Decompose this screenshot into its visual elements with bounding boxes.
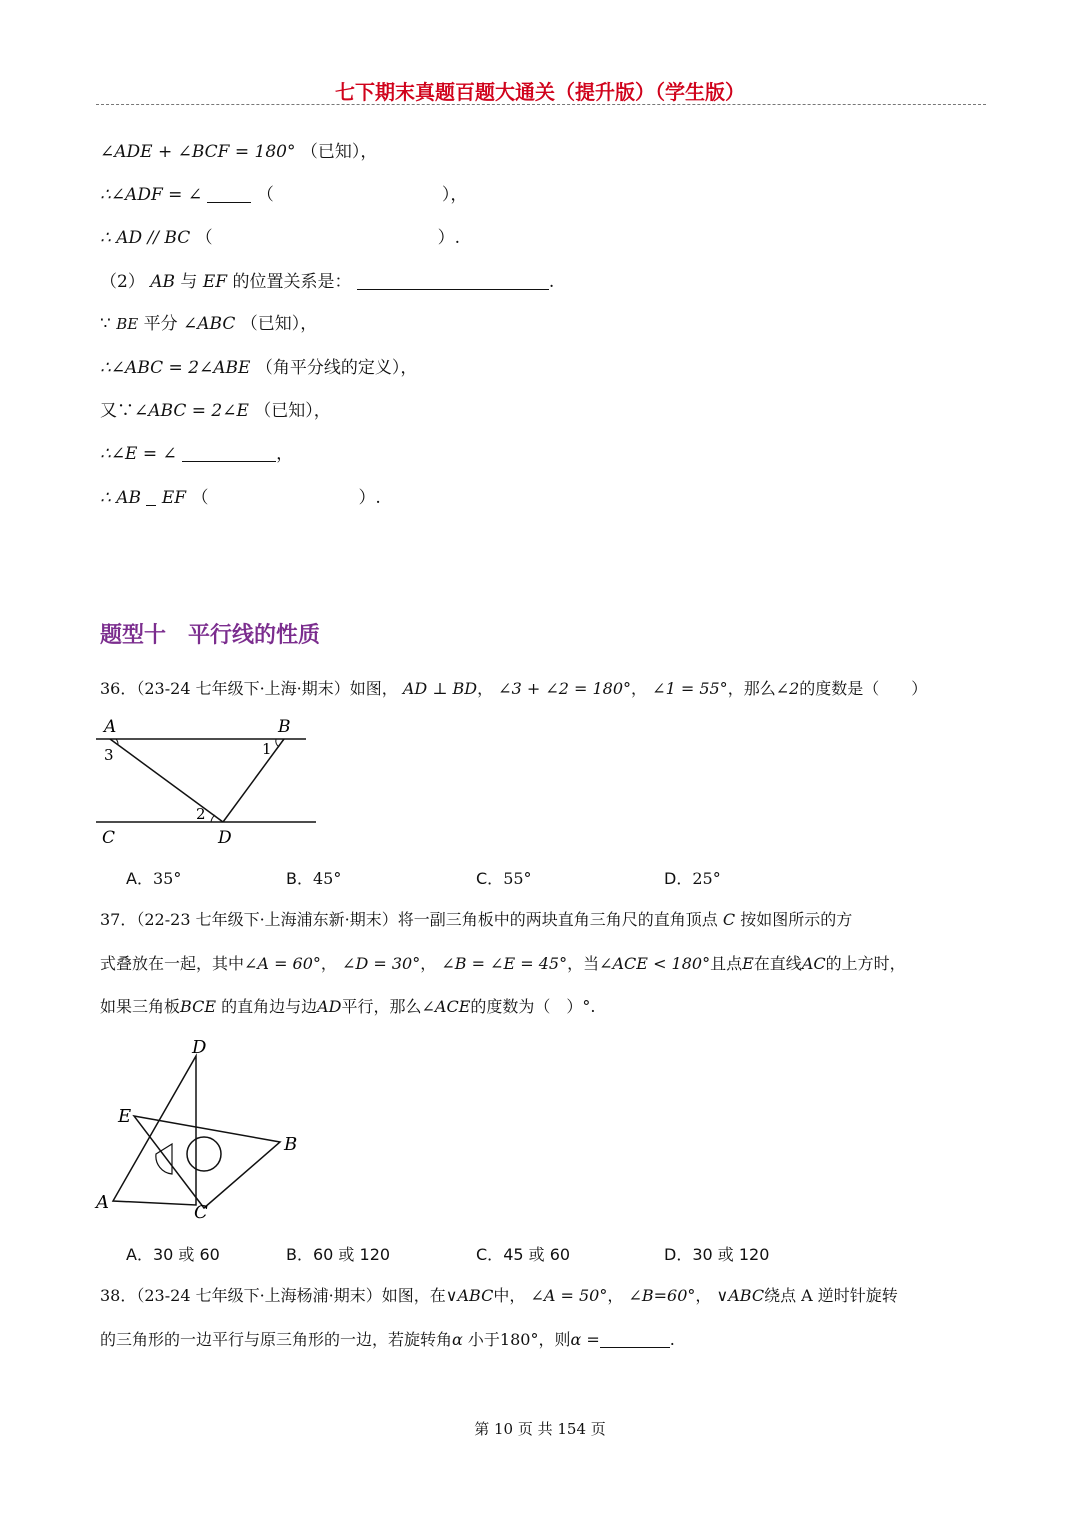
paren-close: ）.	[437, 228, 461, 248]
q37-option-d[interactable]: D．30 或 120	[664, 1245, 770, 1264]
answer-blank[interactable]	[146, 487, 156, 506]
label-e: E	[118, 1106, 132, 1127]
segment-bd	[223, 739, 284, 822]
triangle-hole-circle	[187, 1137, 221, 1171]
math: ∠ABC = 2∠E	[134, 401, 249, 421]
q37-figure	[94, 1032, 314, 1228]
text: 的度数是（ ）	[799, 679, 928, 698]
math: ∴∠ADF = ∠	[100, 185, 203, 205]
math: BE	[116, 315, 139, 333]
math: BCE	[180, 997, 216, 1016]
text: ，	[276, 444, 294, 464]
label-c: C	[194, 1202, 208, 1223]
math: ∠ABC	[183, 314, 236, 334]
label-a: A	[96, 1192, 109, 1213]
proof-line-1	[100, 140, 377, 164]
q37-option-a[interactable]: A．30 或 60	[126, 1245, 220, 1264]
q36-option-d[interactable]: D．25°	[664, 869, 721, 888]
text: ，那么	[727, 679, 776, 698]
question-source: （23-24 七年级下·上海·期末）	[136, 679, 350, 698]
label-d: D	[192, 1037, 207, 1058]
note: （已知），	[300, 142, 378, 162]
part-label: （2）	[100, 272, 145, 292]
q36-option-a[interactable]: A．35°	[126, 869, 182, 888]
math: ∠ACE	[421, 997, 471, 1016]
math: ∴ AB	[100, 488, 141, 508]
q37-stem-line-3: 如果三角板BCE 的直角边与边AD平行，那么∠ACE的度数为（ ）°.	[100, 997, 596, 1016]
q37-stem-line-2: 式叠放在一起，其中∠A = 60°， ∠D = 30°， ∠B = ∠E = 45°，当∠ACE < 180°且点E在直线AC的上方时，	[100, 954, 906, 973]
question-number: 38．	[100, 1286, 137, 1305]
math: ∠D = 30°	[342, 954, 421, 973]
question-source: （23-24 七年级下·上海杨浦·期末）	[136, 1286, 382, 1305]
math: ∠B = ∠E = 45°	[441, 954, 568, 973]
paren-open: （	[256, 185, 274, 205]
proof-line-2	[100, 183, 467, 207]
q36-option-b[interactable]: B．45°	[286, 869, 342, 888]
q37-option-c[interactable]: C．45 或 60	[476, 1245, 571, 1264]
note: （已知），	[240, 314, 318, 334]
text: 式叠放在一起，其中	[100, 954, 245, 973]
text: 又∵	[100, 401, 134, 421]
paren-close: ）.	[358, 488, 381, 508]
text: 如图，	[349, 679, 398, 698]
angle-2-arc	[211, 815, 215, 822]
math: EF	[161, 488, 187, 508]
math: ∴ AD // BC	[100, 228, 191, 248]
proof-line-3	[100, 226, 460, 250]
section-title: 题型十 平行线的性质	[100, 623, 321, 648]
math: AC	[801, 954, 826, 973]
label-3: 3	[104, 746, 114, 764]
text: .	[548, 272, 555, 292]
header-divider	[96, 104, 986, 105]
math: ∨ABC	[445, 1286, 494, 1305]
note: （已知），	[254, 401, 331, 421]
part2-question	[100, 270, 554, 294]
paren-close: ），	[441, 185, 468, 205]
text: 的位置关系是：	[232, 272, 352, 292]
note: （角平分线的定义），	[255, 358, 418, 378]
math: ∠A = 60°	[244, 954, 321, 973]
math: ∠ADE + ∠BCF = 180°	[100, 142, 296, 162]
label-2: 2	[196, 805, 206, 823]
math: E	[742, 954, 754, 973]
text: 将一副三角板中的两块直角三角尺的直角顶点	[397, 910, 718, 929]
label-d: D	[218, 828, 232, 848]
math: C	[722, 910, 736, 929]
math: ∴∠E = ∠	[100, 444, 177, 464]
q36-option-c[interactable]: C．55°	[476, 869, 532, 888]
paren-open: （	[195, 228, 213, 248]
paren-open: （	[191, 488, 209, 508]
text: 按如图所示的方	[740, 910, 853, 929]
question-source: （22-23 七年级下·上海浦东新·期末）	[136, 910, 398, 929]
q37-option-b[interactable]: B．60 或 120	[286, 1245, 391, 1264]
math: α	[452, 1330, 463, 1349]
q36-figure	[96, 712, 326, 852]
question-number: 36．	[100, 679, 137, 698]
math-ab: AB	[150, 272, 176, 292]
math: ∠A = 50°	[530, 1286, 608, 1305]
text: ，	[477, 679, 494, 698]
math: ∠1 = 55°	[652, 679, 728, 698]
label-b: B	[278, 717, 291, 737]
part2-line-4	[100, 442, 293, 466]
math: ∠2	[775, 679, 800, 698]
label-c: C	[102, 828, 116, 848]
header-title: 七下期末真题百题大通关（提升版）（学生版）	[335, 80, 745, 104]
q38-stem-line-2: 的三角形的一边平行与原三角形的一边，若旋转角α 小于180°，则α = .	[100, 1330, 675, 1349]
answer-blank[interactable]	[182, 443, 276, 462]
math-ef: EF	[202, 272, 228, 292]
label-a: A	[104, 717, 117, 737]
text: 与	[180, 272, 198, 292]
answer-blank[interactable]	[357, 271, 549, 290]
math: ∨ABC	[716, 1286, 765, 1305]
text: 平分	[143, 314, 178, 334]
math: ∴∠ABC = 2∠ABE	[100, 358, 251, 378]
math: ∠B=60°	[628, 1286, 696, 1305]
part2-line-3	[100, 399, 331, 423]
q37-stem-line-1	[100, 908, 852, 932]
text: ，	[631, 679, 648, 698]
math: AD ⊥ BD	[402, 679, 478, 698]
part2-line-2	[100, 356, 417, 380]
label-1: 1	[262, 740, 272, 758]
q38-stem-line-1: 38．（23-24 七年级下·上海杨浦·期末）如图，在∨ABC中， ∠A = 50°， ∠B=60°， ∨ABC绕点 A 逆时针旋转	[100, 1286, 898, 1305]
triangle-acd	[113, 1056, 196, 1205]
answer-blank[interactable]	[600, 1329, 670, 1348]
math: α =	[570, 1330, 600, 1349]
q36-stem	[100, 677, 927, 701]
label-b: B	[284, 1134, 298, 1155]
triangle-bce	[134, 1116, 280, 1208]
page-footer: 第 10 页 共 154 页	[474, 1420, 606, 1438]
part2-line-1	[100, 312, 317, 336]
math: AD	[317, 997, 342, 1016]
question-number: 37．	[100, 910, 137, 929]
because-symbol: ∵	[100, 314, 111, 334]
part2-line-5	[100, 486, 381, 510]
math: ∠ACE < 180°	[599, 954, 711, 973]
math: ∠3 + ∠2 = 180°	[498, 679, 632, 698]
answer-blank[interactable]	[207, 184, 251, 203]
segment-ad	[110, 739, 223, 822]
